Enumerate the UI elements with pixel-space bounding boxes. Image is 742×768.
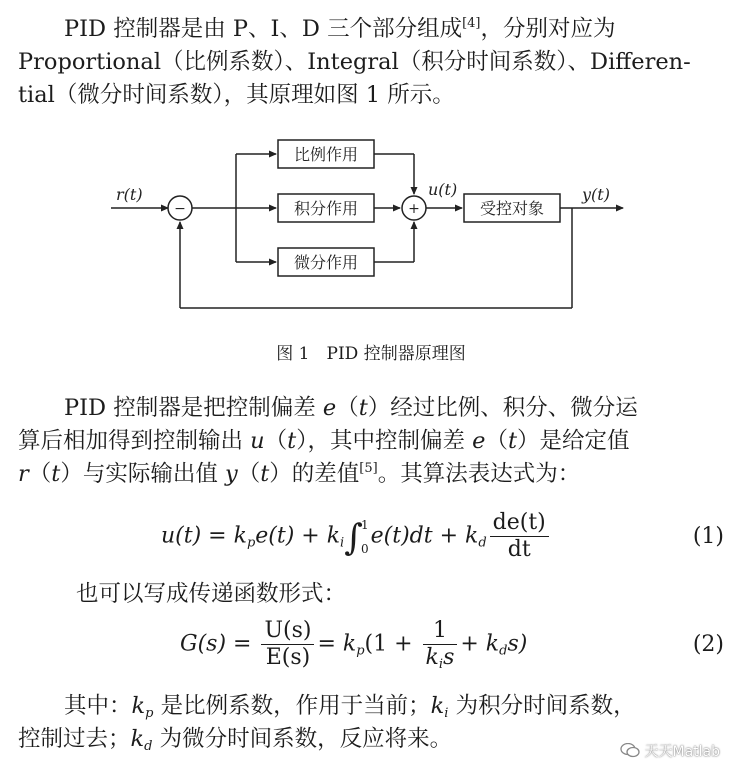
lower-limit: 0: [360, 541, 369, 556]
conclusion-line-1: [18, 690, 730, 723]
var-y: y: [224, 461, 238, 487]
var-t: t: [260, 461, 270, 487]
derivative-fraction: [490, 510, 549, 563]
equation-2: [0, 618, 742, 678]
conclusion-text-e: 为微分时间系数，反应将来。: [152, 726, 453, 752]
equation-1-body: [161, 510, 552, 563]
body-text-2c: ），其中控制偏差: [296, 428, 473, 454]
eq2-tail: + k: [460, 631, 500, 657]
body-text-2a: 算后相加得到控制输出: [18, 428, 251, 454]
paren-open: （: [28, 461, 52, 487]
sub-i: i: [444, 706, 449, 721]
var-t: t: [507, 428, 518, 454]
conclusion-text-b: 是比例系数，作用于当前；: [153, 693, 431, 719]
pid-block-diagram: [108, 136, 630, 320]
body-text-3e: 。其算法表达式为：: [377, 461, 581, 487]
eq2-frac-den-k: k: [425, 645, 439, 670]
intro-line-2: Proportional（比例系数）、Integral（积分时间系数）、Differen-: [18, 49, 691, 75]
figure-caption: 图 1 PID 控制器原理图: [276, 344, 466, 364]
proportional-label: 比例作用: [293, 145, 359, 164]
plant-label: 受控对象: [479, 199, 545, 218]
intro-paragraph: [18, 13, 730, 112]
body-line-3: [18, 458, 730, 491]
eq2-frac-num: 1: [423, 618, 458, 645]
intro-line-1: [18, 13, 730, 46]
eq2-lhs: G(s) =: [180, 631, 259, 657]
transfer-fraction: [261, 618, 314, 671]
transfer-intro: [76, 578, 716, 611]
var-u: u: [250, 428, 265, 454]
body-line-1: [18, 392, 730, 425]
conclusion-text-c: 为积分时间系数，: [448, 693, 636, 719]
sum1-sign: −: [174, 201, 186, 217]
eq1-term-a: e(t) + k: [255, 523, 341, 549]
intro-text-1b: ，分别对应为: [480, 16, 616, 42]
eq2-tail-s: s): [507, 631, 528, 657]
output-label: y(t): [582, 185, 610, 204]
paren-open: （: [336, 395, 359, 421]
paren-open: （: [264, 428, 288, 454]
transfer-intro-text: 也可以写成传递函数形式：: [76, 581, 347, 607]
paren-open: （: [485, 428, 508, 454]
citation-5[interactable]: [5]: [359, 461, 378, 476]
eq2-denominator: E(s): [265, 645, 311, 670]
eq2-kd-sub: d: [499, 643, 508, 659]
eq1-integrand: e(t)dt + k: [370, 523, 479, 549]
body-text-3d: ）的差值: [269, 461, 360, 487]
var-k: k: [430, 693, 445, 719]
equation-number-2: (2): [692, 632, 724, 657]
var-k: k: [130, 726, 145, 752]
eq2-frac-den-s: s: [443, 645, 455, 670]
eq2-open: (1 +: [364, 631, 420, 657]
sum2-sign: +: [408, 201, 420, 217]
eq2-mid: = k: [317, 631, 357, 657]
body-text-1c: ）经过比例、积分、微分运: [367, 395, 638, 421]
eq1-denominator: dt: [507, 537, 531, 562]
eq2-numerator: U(s): [261, 618, 314, 645]
equation-number-1: (1): [692, 524, 724, 549]
equation-1: [0, 510, 742, 570]
eq1-lhs: u(t) = k: [161, 523, 247, 549]
var-t: t: [287, 428, 297, 454]
intro-line-3: tial（微分时间系数），其原理如图 1 所示。: [18, 82, 455, 108]
var-k: k: [131, 693, 146, 719]
control-label: u(t): [428, 180, 458, 199]
conclusion-text-d: 控制过去；: [18, 726, 131, 752]
var-e: e: [322, 395, 337, 421]
equation-2-body: [180, 618, 527, 671]
integral-label: 积分作用: [293, 199, 359, 218]
var-r: r: [18, 461, 29, 487]
eq1-kp-sub: p: [246, 535, 256, 551]
sub-p: p: [145, 706, 154, 721]
eq2-frac-den-sub: i: [438, 657, 444, 672]
eq1-numerator: de(t): [490, 510, 549, 537]
var-t: t: [51, 461, 61, 487]
conclusion-text-a: 其中：: [64, 693, 132, 719]
integral-limits: [361, 513, 369, 561]
watermark: [620, 741, 720, 761]
eq1-ki-sub: i: [340, 535, 345, 551]
eq2-frac-den: [423, 645, 458, 671]
upper-limit: 1: [360, 517, 369, 532]
integral-fraction: [423, 618, 458, 671]
intro-text-1a: PID 控制器是由 P、I、D 三个部分组成: [64, 16, 463, 42]
integral-sign-icon: ∫: [344, 517, 363, 559]
body-text-1a: PID 控制器是把控制偏差: [64, 395, 323, 421]
var-e: e: [472, 428, 486, 454]
derivative-label: 微分作用: [293, 253, 359, 272]
eq2-kp-sub: p: [356, 643, 365, 659]
eq1-kd-sub: d: [478, 535, 487, 551]
sub-d: d: [144, 739, 153, 754]
body-line-2: [18, 425, 730, 458]
body-text-3b: ）与实际输出值: [60, 461, 225, 487]
wechat-icon: [620, 743, 640, 758]
var-t: t: [358, 395, 368, 421]
body-paragraph: [18, 392, 730, 491]
paren-open: （: [237, 461, 261, 487]
citation-4[interactable]: [4]: [462, 16, 481, 31]
body-text-2e: ）是给定值: [517, 428, 630, 454]
watermark-text: 天天Matlab: [644, 744, 720, 760]
input-label: r(t): [116, 185, 143, 204]
